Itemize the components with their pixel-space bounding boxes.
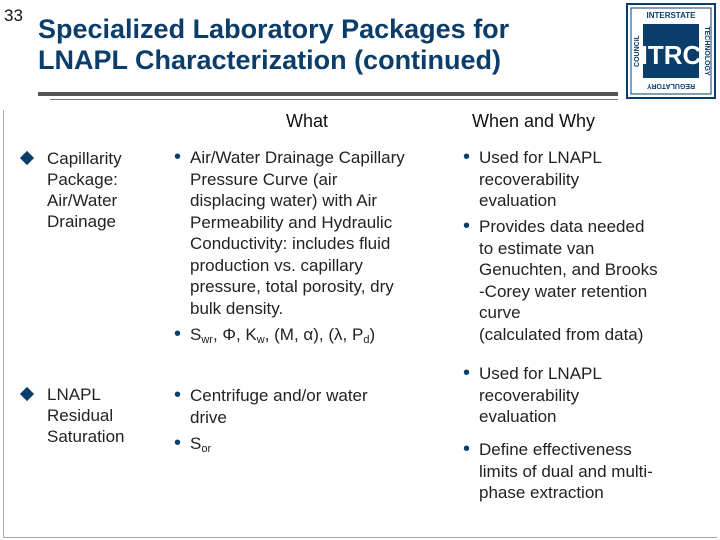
what-bullet-sor: • $S_{or}$ — [174, 432, 212, 455]
when-bullet-recoverability-2: • Used for LNAPL recoverability evaluation — [463, 362, 602, 426]
when-bullet-effectiveness: • Define effectiveness limits of dual and multi- phase extraction — [463, 438, 653, 502]
slide-title — [38, 14, 509, 76]
slide-number: 33 — [4, 6, 23, 25]
bullet-dot-icon: • — [463, 215, 471, 237]
title-line-2: LNAPL Characterization (continued) — [38, 45, 502, 75]
bullet-dot-icon: • — [174, 146, 182, 168]
bullet-dot-icon: • — [174, 323, 182, 345]
column-header-what: What — [286, 111, 329, 131]
bottom-border-line — [3, 537, 717, 538]
column-header-when-and-why: When and Why — [472, 111, 596, 131]
what-bullet-centrifuge: • Centrifuge and/or water drive — [174, 384, 368, 427]
bullet-dot-icon: • — [463, 146, 471, 168]
row-label-capillarity: Capillarity Package: Air/Water Drainage — [47, 149, 122, 231]
bullet-dot-icon: • — [463, 438, 471, 460]
bullet-dot-icon: • — [463, 362, 471, 384]
when-bullet-provides-data: • Provides data needed to estimate van Genuchten, and Brooks -Corey water retention curve (calculated from data) — [463, 215, 658, 344]
what-bullet-parameters: • $S_{wr}$, Φ, $K_w$, (M, α), (λ, $P_d$) — [174, 323, 376, 346]
diamond-bullet-icon — [20, 151, 34, 165]
itrc-logo — [626, 3, 716, 99]
logo-center-text: ITRC — [640, 40, 702, 70]
logo-bottom-text: REGULATORY — [646, 82, 696, 89]
logo-left-text: COUNCIL — [634, 35, 641, 67]
title-underline-thin — [50, 99, 618, 100]
diamond-bullet-icon — [20, 387, 34, 401]
title-underline — [38, 92, 618, 96]
logo-right-text: TECHNOLOGY — [703, 26, 710, 76]
when-bullet-recoverability-1: • Used for LNAPL recoverability evaluation — [463, 146, 602, 210]
row-label-residual-saturation: LNAPL Residual Saturation — [47, 385, 125, 446]
bullet-dot-icon: • — [174, 384, 182, 406]
title-line-1: Specialized Laboratory Packages for — [38, 14, 510, 44]
bullet-dot-icon: • — [174, 432, 182, 454]
left-border-line — [3, 110, 4, 538]
what-bullet-drainage-curve: • Air/Water Drainage Capillary Pressure Curve (air displacing water) with Air Permeability and Hydraulic Conductivity: includes fluid production vs. capillary pressure, total porosity, dry bulk density. — [174, 146, 405, 318]
logo-top-text: INTERSTATE — [646, 11, 696, 20]
